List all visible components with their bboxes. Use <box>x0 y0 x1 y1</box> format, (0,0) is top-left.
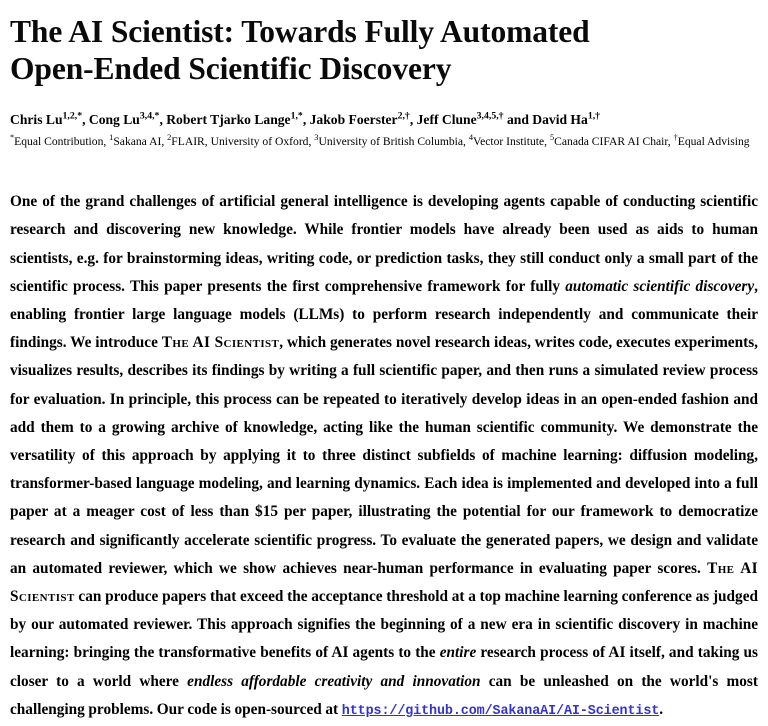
abstract-smallcaps-the-ai-scientist-2: The AI Scientist <box>10 559 758 606</box>
author-affiliation-marker: 1,† <box>587 110 601 122</box>
affiliation-text: Canada CIFAR AI Chair <box>554 135 668 149</box>
abstract-emphasis-entire: entire <box>439 644 477 662</box>
affiliation-marker: 4 <box>468 133 474 143</box>
affiliation-marker: 3 <box>314 133 319 143</box>
affiliation-marker: * <box>10 133 15 143</box>
affiliation-text: Equal Advising <box>677 135 750 149</box>
author-name: Jeff Clune <box>416 111 477 127</box>
abstract-segment-2: , enabling frontier large language models (LLMs) to perform research independently and communicate their findings. We introduce <box>10 277 758 352</box>
affiliation-text: Equal Contribution <box>14 135 104 149</box>
abstract-emphasis-automatic-scientific-discovery: automatic scientific discovery <box>565 277 755 295</box>
affiliation-text: Vector Institute <box>473 135 545 149</box>
github-repository-link[interactable]: https://github.com/SakanaAI/AI-Scientist <box>341 703 660 719</box>
page-title <box>0 0 768 88</box>
author-affiliation-marker: 2,† <box>397 110 410 122</box>
affiliation-marker: 1 <box>109 133 114 143</box>
abstract-emphasis-endless-affordable-creativity: endless affordable creativity and innovation <box>187 672 481 690</box>
abstract-segment-3: , which generates novel research ideas, writes code, executes experiments, visualizes results, describes its findings by writing a full scientific paper, and then runs a simulated review process for evaluation. In principle, this process can be repeated to iteratively develop ideas in an open-ended fashion and add them to a growing archive of knowledge, acting like the human scientific community. We demonstrate the versatility of this approach by applying it to three distinct subfields of machine learning: diffusion modeling, transformer-based language modeling, and learning dynamics. Each idea is implemented and developed into a full paper at a meager cost of less than $15 per paper, illustrating the potential for our framework to democratize research and significantly accelerate scientific progress. To evaluate the generated papers, we design and validate an automated reviewer, which we show achieves near-human performance in evaluating paper scores. <box>10 334 758 577</box>
abstract-segment-5: research process of AI itself, and taking us closer to a world where <box>10 644 758 690</box>
author-affiliation-marker: 3,4,5,† <box>476 110 504 122</box>
author-name: Robert Tjarko Lange <box>166 111 291 127</box>
author-affiliation-marker: 3,4,* <box>139 110 160 122</box>
affiliation-marker: 2 <box>167 133 172 143</box>
authors-block <box>0 88 768 151</box>
abstract-smallcaps-the-ai-scientist-1: The AI Scientist <box>161 334 280 352</box>
author-affiliation-marker: 1,2,* <box>62 110 83 122</box>
author-list: Chris $Lu^{1,2,*}$, Cong $Lu^{3,4,*}$, Robert Tjarko Lange$^{1,*}$, Jakob Foerster$^{2,\dagger}$, Jeff Clune$^{3,4,5,\dagger}$ and David $Ha^{1,\dagger}$ <box>10 110 601 127</box>
affiliation-marker: 5 <box>549 133 555 143</box>
abstract-segment-1: One of the grand challenges of artificial general intelligence is developing agents capable of conducting scientific research and discovering new knowledge. While frontier models have already been used as aids to human scientists, e.g. for brainstorming ideas, writing code, or prediction tasks, they still conduct only a small part of the scientific process. This paper presents the first comprehensive framework for fully <box>10 193 758 295</box>
author-name: Cong Lu <box>88 111 140 127</box>
abstract-segment-7: . <box>659 700 664 718</box>
author-name: David Ha <box>532 111 588 127</box>
affiliation-text: Sakana AI <box>113 135 162 149</box>
author-name: Jakob Foerster <box>309 111 398 127</box>
affiliation-text: FLAIR, University of Oxford <box>171 135 309 149</box>
abstract <box>0 188 768 726</box>
author-name: Chris Lu <box>10 111 63 127</box>
author-affiliation-marker: 1,* <box>290 110 303 122</box>
title-line-2: Open-Ended Scientific Discovery <box>10 50 452 86</box>
affiliation-text: University of British Columbia <box>318 135 464 149</box>
title-line-1: The AI Scientist: Towards Fully Automated <box>10 14 590 49</box>
abstract-segment-4: can produce papers that exceed the acceptance threshold at a top machine learning conference as judged by our automated reviewer. This approach signifies the beginning of a new era in scientific discovery in machine learning: bringing the transformative benefits of AI agents to the <box>10 588 758 662</box>
abstract-segment-6: can be unleashed on the world's most challenging problems. Our code is open-sourced at <box>10 672 758 718</box>
affiliation-list: *Equal Contribution, $^1$Sakana AI, $^2$FLAIR, University of Oxford, $^3$University of British Columbia, $^4$Vector Institute, $^5$Canada CIFAR AI Chair, †Equal Advising <box>10 133 750 149</box>
affiliation-marker: † <box>673 133 678 143</box>
